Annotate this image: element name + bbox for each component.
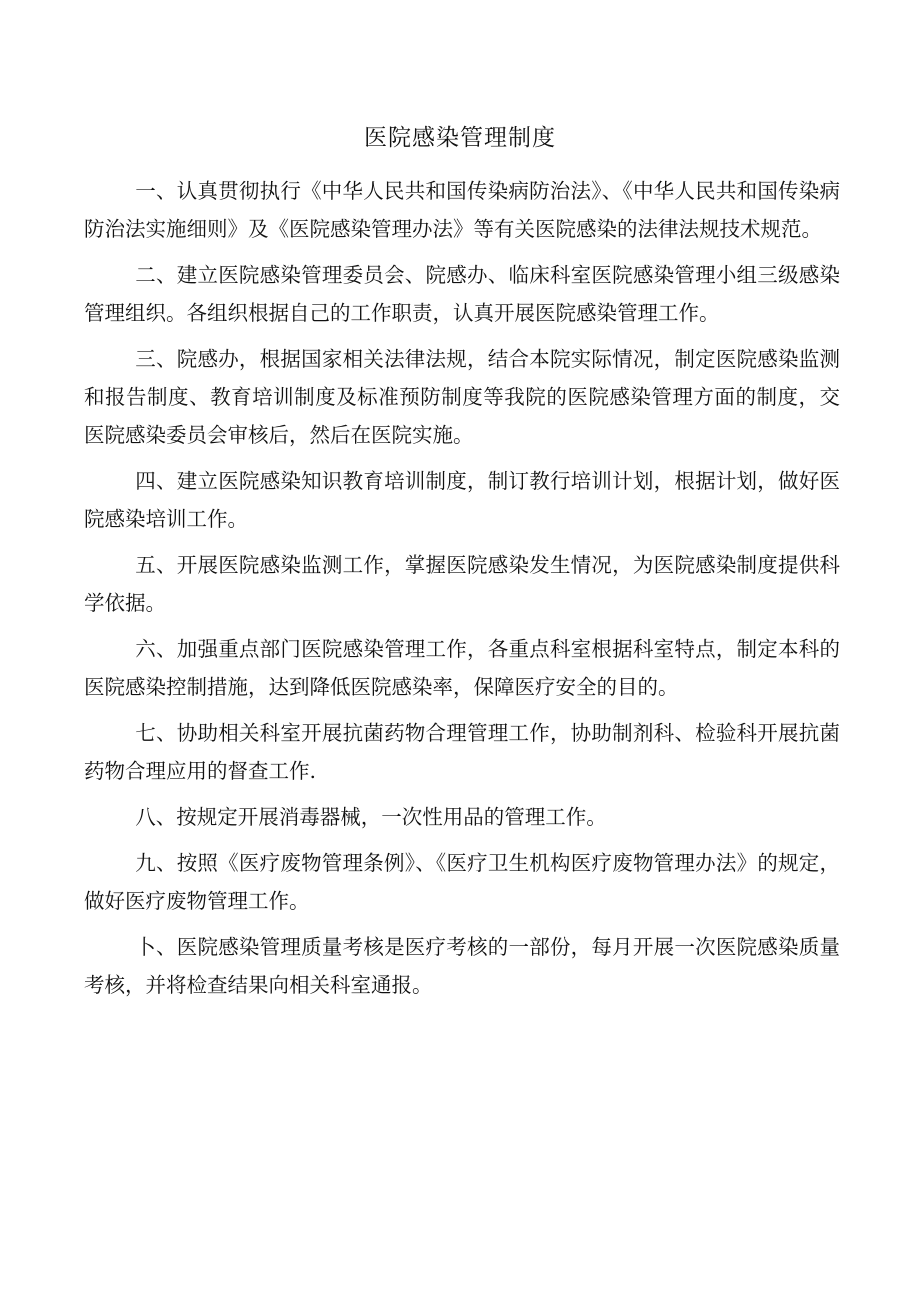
paragraph-1: 一、认真贯彻执行《中华人民共和国传染病防治法》、《中华人民共和国传染病防治法实施细则》及《医院感染管理办法》等有关医院感染的法律法规技术规范。 <box>84 179 840 241</box>
paragraph-2: 二、建立医院感染管理委员会、院感办、临床科室医院感染管理小组三级感染管理组织。各组织根据自己的工作职责，认真开展医院感染管理工作。 <box>84 263 840 325</box>
paragraph-5: 五、开展医院感染监测工作，掌握医院感染发生情况，为医院感染制度提供科学依据。 <box>84 553 840 615</box>
document-body <box>84 172 840 1012</box>
paragraph-4: 四、建立医院感染知识教育培训制度，制订教行培训计划，根据计划，做好医院感染培训工作。 <box>84 469 840 531</box>
paragraph-10: 卜、医院感染管理质量考核是医疗考核的一部份，每月开展一次医院感染质量考核，并将检查结果向相关科室通报。 <box>84 935 840 997</box>
document-title: 医院感染管理制度 <box>364 125 556 151</box>
paragraph-3: 三、院感办，根据国家相关法律法规，结合本院实际情况，制定医院感染监测和报告制度、教育培训制度及标准预防制度等我院的医院感染管理方面的制度，交医院感染委员会审核后，然后在医院实施。 <box>84 347 840 447</box>
paragraph-9: 九、按照《医疗废物管理条例》、《医疗卫生机构医疗废物管理办法》的规定，做好医疗废物管理工作。 <box>84 851 840 913</box>
paragraph-8: 八、按规定开展消毒器械，一次性用品的管理工作。 <box>135 805 607 829</box>
paragraph-7: 七、协助相关科室开展抗菌药物合理管理工作，协助制剂科、检验科开展抗菌药物合理应用的督查工作. <box>84 721 840 783</box>
paragraph-6: 六、加强重点部门医院感染管理工作，各重点科室根据科室特点，制定本科的医院感染控制措施，达到降低医院感染率，保障医疗安全的目的。 <box>84 637 840 699</box>
